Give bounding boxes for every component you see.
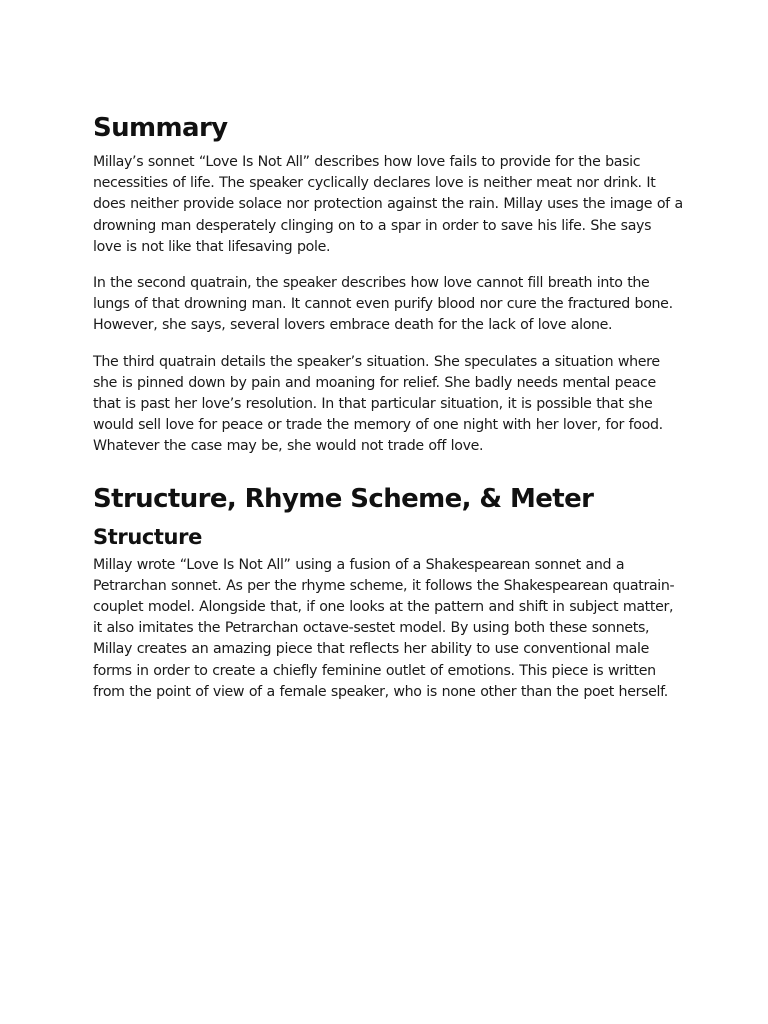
summary-paragraph-3: The third quatrain details the speaker’s situation. She speculates a situation where she is pinned down by pain and moaning for relief. She badly needs mental peace that is past her love’s resolution. In that particular situation, it is possible that she would sell love for peace or trade the memory of one night with her lover, for food. Whatever the case may be, she would not trade off love. (93, 353, 663, 455)
structure-paragraph: Millay wrote “Love Is Not All” using a fusion of a Shakespearean sonnet and a Petrarchan sonnet. As per the rhyme scheme, it follows the Shakespearean quatrain-couplet model. Alongside that, if one looks at the pattern and shift in subject matter, it also imitates the Petrarchan octave-sestet model. By using both these sonnets, Millay creates an amazing piece that reflects her ability to use conventional male forms in order to create a chiefly feminine outlet of emotions. This piece is written from the point of view of a female speaker, who is none other than the poet herself. (93, 556, 675, 700)
structure-rhyme-meter-heading: Structure, Rhyme Scheme, & Meter (93, 483, 594, 514)
document-page (93, 108, 683, 703)
summary-paragraph-2: In the second quatrain, the speaker describes how love cannot fill breath into the lungs of that drowning man. It cannot even purify blood nor cure the fractured bone. However, she says, several lovers embrace death for the lack of love alone. (93, 275, 673, 334)
structure-subheading: Structure (93, 524, 202, 549)
summary-paragraph-1: Millay’s sonnet “Love Is Not All” describes how love fails to provide for the basic necessities of life. The speaker cyclically declares love is neither meat nor drink. It does neither provide solace nor protection against the rain. Millay uses the image of a drowning man desperately clinging on to a spar in order to save his life. She says love is not like that lifesaving pole. (93, 154, 683, 255)
summary-heading: Summary (93, 113, 228, 143)
